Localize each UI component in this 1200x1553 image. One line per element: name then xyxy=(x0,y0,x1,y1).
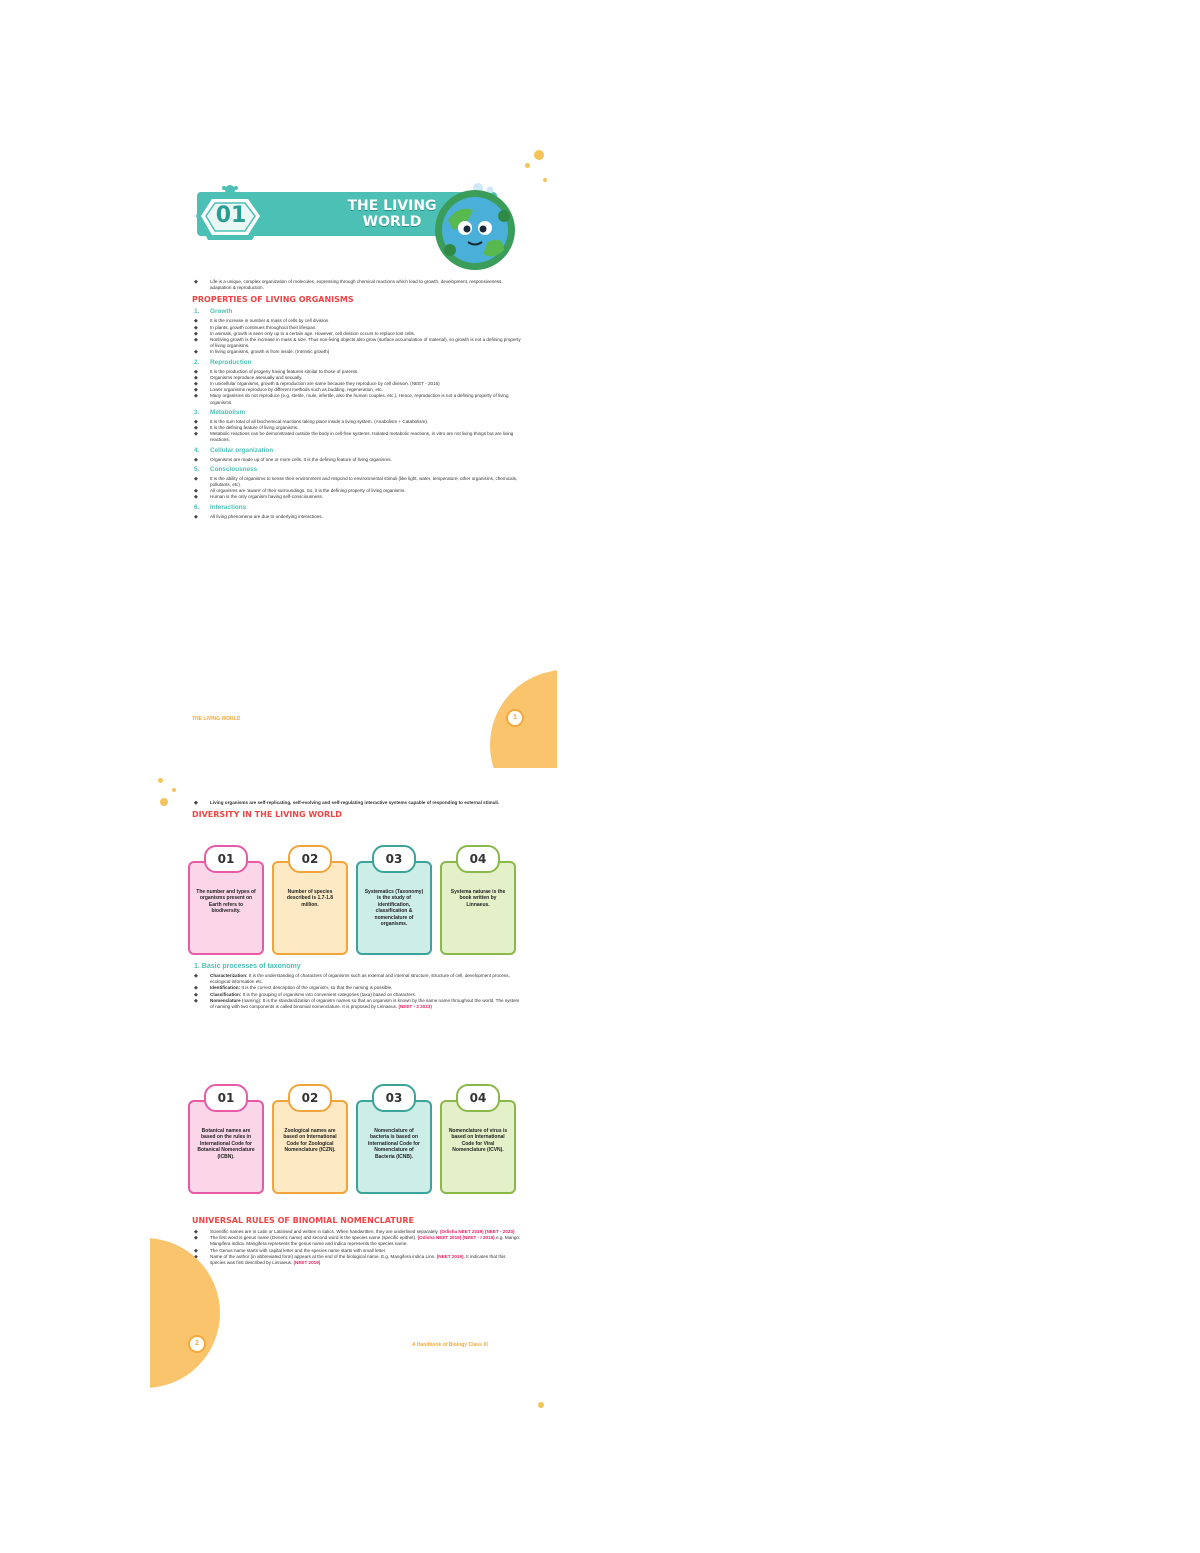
diversity-card-2 xyxy=(272,852,348,955)
property-point: ◆ Nonliving growth is the increase in mass & size. Thus non-living objects also grow (surface accumulation of material), so growth is not a defining property of living organisms. xyxy=(192,337,522,349)
decor-dot xyxy=(534,150,544,160)
diversity-cards xyxy=(188,847,518,951)
exam-tag: (NEET 2019). xyxy=(436,1253,465,1259)
intro-point: ◆ Life is a unique, complex organization of molecules, expressing through chemical reactions which lead to growth, development, responsiveness, adaptation & reproduction. xyxy=(192,279,522,291)
taxonomy-point xyxy=(192,998,522,1010)
decor-dot xyxy=(538,1402,544,1408)
diversity-card-4 xyxy=(440,852,516,955)
section-title-rules: UNIVERSAL RULES OF BINOMIAL NOMENCLATURE xyxy=(192,1216,414,1225)
footer-chapter-name: THE LIVING WORLD xyxy=(192,716,241,722)
exam-tag: (NEET 2019) xyxy=(293,1260,321,1266)
page2-intro xyxy=(192,800,522,823)
intro-point: ◆ Living organisms are self-replicating, self-evolving and self-regulating interactive systems capable of responding to external stimuli. xyxy=(192,800,522,806)
page-1 xyxy=(150,140,557,768)
exam-tag: (Odisha NEET 2019) (NEET - I 2016) xyxy=(417,1235,495,1241)
decor-dot xyxy=(160,798,168,806)
definition: It is the grouping of organisms into convenient categories (taxa) based on characters. xyxy=(242,991,417,997)
card-number: 01 xyxy=(204,1084,248,1112)
card-number: 04 xyxy=(456,845,500,873)
rule-point xyxy=(192,1254,522,1266)
card-number: 03 xyxy=(372,1084,416,1112)
exam-tag: (Odisha NEET 2019) (NEET - 2020) xyxy=(440,1229,515,1234)
decor-dot xyxy=(158,778,163,783)
diversity-card-3 xyxy=(356,852,432,955)
property-number: 2. xyxy=(194,358,200,366)
card-number: 01 xyxy=(204,845,248,873)
property-number: 6. xyxy=(194,503,200,511)
chapter-title-line1: THE LIVING xyxy=(347,198,437,214)
card-text: Nomenclature of virus is based on International Code for Viral Nomenclature (ICVN). xyxy=(448,1128,508,1154)
property-label: Reproduction xyxy=(210,358,252,366)
property-title xyxy=(192,504,522,512)
property-title xyxy=(192,447,522,455)
code-card-4 xyxy=(440,1091,516,1194)
property-point: ◆ In unicellular organisms, growth & reproduction are same because they reproduce by cell division. (NEET - 2016) xyxy=(192,381,522,387)
section-title-diversity: DIVERSITY IN THE LIVING WORLD xyxy=(192,810,342,820)
property-point: ◆ In animals, growth is seen only up to a certain age. However, cell division occurs to replace lost cells. xyxy=(192,331,522,337)
property-consciousness xyxy=(192,466,522,501)
card-text: Number of species described is 1.7-1.8 million. xyxy=(286,889,334,908)
property-point: ◆ Metabolic reactions can be demonstrated outside the body in cell-free systems. Isolated metabolic reactions, in vitro are not living things but are living reactions. xyxy=(192,431,522,443)
rule-point xyxy=(192,1235,522,1247)
decor-dot xyxy=(172,788,176,792)
property-title xyxy=(192,466,522,474)
term: Characterization: xyxy=(210,973,248,978)
property-metabolism xyxy=(192,409,522,444)
property-point: ◆ In plants, growth continues throughout their lifespan. xyxy=(192,325,522,331)
decor-dot xyxy=(543,178,547,182)
property-growth xyxy=(192,308,522,355)
term: Classification: xyxy=(210,991,242,997)
diversity-card-1 xyxy=(188,852,264,955)
taxonomy-point xyxy=(192,973,522,985)
card-number: 02 xyxy=(288,845,332,873)
card-text: Systematics (Taxonomy) is the study of identification, classification & nomenclature of organisms. xyxy=(364,889,424,928)
card-text: Systema naturae is the book written by Linnaeus. xyxy=(450,889,506,908)
property-point: ◆ Many organisms do not reproduce (e.g. sterile, mule, infertile, also the human couples, etc.). Hence, reproduction is not a defining property of living organisms. xyxy=(192,393,522,405)
definition: (naming): It is the standardization of organism names so that an organism is known by the same name throughout the world. The system of naming with two components is called binomial nomenclature. It is proposed by Linnaeus. xyxy=(210,997,520,1010)
property-point: ◆ It is the production of progeny having features similar to those of parents. xyxy=(192,369,522,375)
property-number: 5. xyxy=(194,465,200,473)
chapter-number: 01 xyxy=(215,203,247,228)
rules-section xyxy=(192,1212,522,1266)
property-point: ◆ It is the sum total of all biochemical reactions taking place inside a living system. (Anabolism + Catabolism). xyxy=(192,419,522,425)
property-interactions xyxy=(192,504,522,520)
taxonomy-section xyxy=(192,960,522,1010)
section-title-properties: PROPERTIES OF LIVING ORGANISMS xyxy=(192,295,354,305)
property-number: 1. xyxy=(194,308,200,316)
property-title xyxy=(192,409,522,417)
definition: It is the understanding of characters of organisms such as external and internal structure, structure of cell, development process, ecological information etc. xyxy=(210,973,510,985)
term: Nomenclature xyxy=(210,997,241,1003)
rule-text: The Genus name starts with capital letter and the species name starts with small letter. xyxy=(210,1247,387,1253)
page-number: 1 xyxy=(506,709,524,727)
property-label: Interactions xyxy=(210,503,247,511)
card-number: 02 xyxy=(288,1084,332,1112)
definition: It is the correct description of the organism, so that the naming is possible. xyxy=(241,985,393,991)
decor-dot xyxy=(525,163,530,168)
code-card-2 xyxy=(272,1091,348,1194)
card-number: 04 xyxy=(456,1084,500,1112)
rule-example: It indicates that this species was first described by Linnaeus. xyxy=(210,1253,506,1266)
property-cellular-organization xyxy=(192,447,522,463)
card-text: Botanical names are based on the rules in International Code for Botanical Nomenclature (ICBN). xyxy=(197,1128,255,1160)
page-number: 2 xyxy=(188,1335,206,1353)
property-point: ◆ It is the increase in number & mass of cells by cell division. xyxy=(192,318,522,324)
card-text: Nomenclature of bacteria is based on International Code for Nomenclature of Bacteria (ICNB). xyxy=(368,1128,420,1160)
page-2 xyxy=(150,768,557,1392)
property-title xyxy=(192,359,522,367)
nomenclature-code-cards xyxy=(188,1086,518,1190)
property-point: ◆ Organisms are made up of one or more cells. It is the defining feature of living organisms. xyxy=(192,457,522,463)
property-label: Consciousness xyxy=(210,465,258,473)
card-text: Zoological names are based on International Code for Zoological Nomenclature (ICZN). xyxy=(283,1128,337,1154)
chapter-title-line2: WORLD xyxy=(362,214,422,230)
earth-mascot-illustration xyxy=(428,180,522,272)
property-point: ◆ It is the ability of organisms to sense their environment and respond to environmental stimuli (like light, water, temperature, other organisms, chemicals, pollutants, etc). xyxy=(192,476,522,488)
property-number: 4. xyxy=(194,446,200,454)
rule-text: Scientific names are in Latin or Latinised and written in italics. When handwritten, they are underlined separately. xyxy=(210,1229,439,1234)
card-number: 03 xyxy=(372,845,416,873)
subsection-title-taxonomy: 1. Basic processes of taxonomy xyxy=(194,963,301,970)
footer-book-title: A Handbook of Biology Class XI xyxy=(412,1342,488,1348)
property-label: Growth xyxy=(210,308,233,316)
property-reproduction xyxy=(192,359,522,406)
property-point: ◆ Organisms reproduce asexually and sexually. xyxy=(192,375,522,381)
page1-content xyxy=(192,279,522,520)
rule-example: e.g. Mango: Mangifera indica. Mangifera represents the genus name and indica represents the species name. xyxy=(210,1235,521,1247)
property-point: ◆ It is the defining feature of living organisms. xyxy=(192,425,522,431)
property-label: Cellular organization xyxy=(210,446,274,454)
property-title xyxy=(192,308,522,316)
code-card-1 xyxy=(188,1091,264,1194)
property-point: ◆ All organisms are 'aware' of their surroundings. So, it is the defining property of living organisms. xyxy=(192,488,522,494)
rule-text: Name of the author (in abbreviated form) appears at the end of the biological name. E.g. Mangifera indica Linn. xyxy=(210,1253,436,1259)
property-point: ◆ All living phenomena are due to underlying interactions. xyxy=(192,514,522,520)
card-text: The number and types of organisms present on Earth refers to biodiversity. xyxy=(196,889,256,915)
code-card-3 xyxy=(356,1091,432,1194)
term: Identification: xyxy=(210,985,241,991)
property-point: ◆ In living organisms, growth is from inside. (Intrinsic growth) xyxy=(192,349,522,355)
property-point: ◆ Human is the only organism having self-consciousness. xyxy=(192,494,522,500)
property-label: Metabolism xyxy=(210,408,246,416)
rule-text: The first word is genus name (Generic name) and second word is the species name (specific epithet). xyxy=(210,1235,417,1241)
exam-tag: (NEET - 2 2023) xyxy=(398,1004,432,1010)
property-number: 3. xyxy=(194,408,200,416)
property-point: ◆ Lower organisms reproduce by different methods such as budding, regeneration, etc. xyxy=(192,387,522,393)
